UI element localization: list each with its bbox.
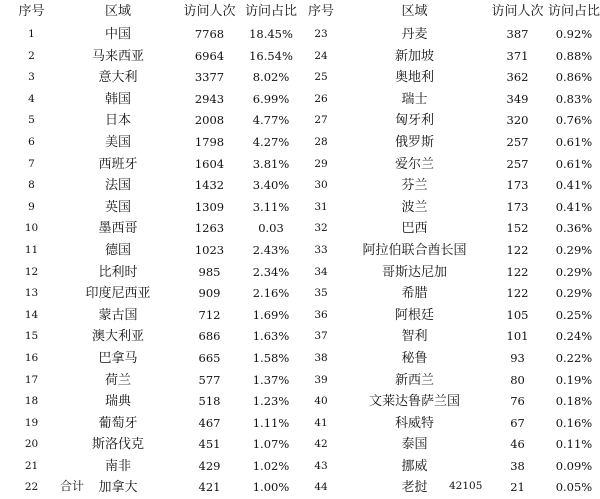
visit-share: 0.41% [555,199,593,214]
visit-share: 1.23% [252,394,290,409]
table-row [4,413,300,435]
visit-share: 8.02% [252,70,290,85]
visit-share: 0.29% [555,264,593,279]
row-number: 20 [24,438,39,451]
table-row [300,110,600,132]
table-row [4,132,300,154]
visit-count: 122 [506,286,529,301]
country-name: 蒙古国 [98,307,138,323]
table-row [4,348,300,370]
row-number: 29 [314,157,328,170]
total-value: 42105 [449,480,483,492]
header-country: 区域 [401,4,428,19]
row-number: 4 [28,92,35,105]
visit-share: 0.03 [258,221,284,236]
row-number: 5 [28,114,35,127]
visit-count: 1604 [194,156,225,171]
country-name: 马来西亚 [91,48,144,64]
country-name: 科威特 [395,415,435,431]
row-number: 39 [314,373,328,386]
visit-count: 122 [506,242,529,257]
visit-share: 3.40% [252,178,290,193]
visit-share: 2.16% [252,286,290,301]
row-number: 41 [314,416,328,429]
country-name: 南非 [104,458,131,474]
visit-count: 2943 [194,91,225,106]
visit-count: 6964 [194,48,225,63]
row-number: 43 [314,459,328,472]
row-number: 30 [314,179,328,192]
visit-count: 46 [510,437,525,452]
visit-count: 429 [198,458,221,473]
visit-share: 3.11% [252,199,290,214]
country-name: 文莱达鲁萨兰国 [369,394,461,410]
row-number: 9 [28,200,35,213]
country-name: 波兰 [401,199,428,215]
visit-share: 1.37% [252,372,290,387]
visit-share: 0.61% [555,156,593,171]
table-row [300,24,600,46]
visit-count: 105 [506,307,529,322]
visit-count: 122 [506,264,529,279]
table-row [300,89,600,111]
table-row [4,391,300,413]
country-name: 俄罗斯 [395,134,435,150]
row-number: 1 [28,28,35,40]
header-visits: 访问人次 [183,4,236,19]
visit-share: 6.99% [252,91,290,106]
table-header-row [300,0,600,24]
visit-share: 0.18% [555,394,593,409]
country-name: 奥地利 [395,70,435,86]
visit-share: 1.00% [252,480,290,495]
visit-count: 985 [198,264,221,279]
country-name: 匈牙利 [395,113,435,129]
row-number: 8 [28,179,35,192]
table-row [4,197,300,219]
table-row [4,305,300,327]
visit-count: 93 [510,350,525,365]
visit-share: 0.61% [555,134,593,149]
visit-count: 152 [506,221,529,236]
table-row [4,283,300,305]
header-country: 区域 [104,4,131,19]
row-number: 31 [314,200,328,213]
row-number: 37 [314,330,328,343]
visit-count: 518 [198,394,221,409]
country-name: 英国 [104,199,131,215]
country-name: 澳大利亚 [91,329,144,345]
visit-share: 2.43% [252,242,290,257]
country-name: 日本 [104,113,131,129]
visit-share: 18.45% [249,27,293,41]
row-number: 36 [314,308,328,321]
header-no: 序号 [308,4,335,19]
visit-count: 320 [506,113,529,128]
table-row [4,110,300,132]
row-number: 28 [314,135,328,148]
visit-count: 577 [198,372,221,387]
table-row [300,46,600,68]
visit-share: 1.63% [252,329,290,344]
country-name: 老挝 [401,480,428,496]
visit-count: 67 [510,415,525,430]
country-name: 意大利 [98,70,138,86]
visit-share: 1.58% [252,350,290,365]
visit-count: 686 [198,329,221,344]
row-number: 18 [24,395,39,408]
visit-count: 101 [506,329,529,344]
row-number: 3 [28,71,35,84]
table-row [4,218,300,240]
country-name: 瑞典 [104,394,131,410]
country-name: 巴西 [401,221,428,237]
table-row [300,262,600,284]
table-row [300,413,600,435]
country-name: 丹麦 [401,27,428,42]
country-name: 德国 [104,242,131,258]
visit-count: 257 [506,134,529,149]
header-visits: 访问人次 [491,4,544,19]
visit-share: 0.86% [555,70,593,85]
total-label: 合计 [60,479,85,493]
visit-share: 1.07% [252,437,290,452]
table-row [4,370,300,392]
country-name: 墨西哥 [98,221,138,237]
visit-count: 21 [510,480,525,495]
visit-count: 2008 [194,113,225,128]
table-row [300,456,600,478]
country-name: 秘鲁 [401,350,428,366]
row-number: 13 [24,287,39,300]
header-share: 访问占比 [547,4,600,19]
country-name: 葡萄牙 [98,415,138,431]
visit-count: 467 [198,415,221,430]
header-no: 序号 [18,4,45,19]
visit-count: 173 [506,199,529,214]
row-number: 14 [24,308,39,321]
table-row [4,24,300,46]
table-row [4,67,300,89]
visit-share: 0.83% [555,91,593,106]
visit-share: 0.88% [555,48,593,63]
country-name: 瑞士 [401,91,428,107]
visit-count: 1309 [194,199,225,214]
visit-count: 371 [506,48,529,63]
visit-count: 1798 [194,134,225,149]
table-row [300,434,600,456]
visit-count: 7768 [194,27,225,41]
visit-share: 1.11% [252,415,290,430]
visits-table-right [300,0,600,499]
table-row [4,240,300,262]
country-name: 比利时 [98,264,138,280]
visit-share: 0.09% [555,458,593,473]
row-number: 15 [24,330,39,343]
table-row [4,89,300,111]
table-row [4,456,300,478]
visit-count: 1263 [194,221,225,236]
visit-share: 16.54% [249,48,293,63]
country-name: 巴拿马 [98,350,138,366]
country-name: 挪威 [401,458,428,474]
row-number: 32 [314,222,328,235]
visit-share: 0.92% [555,27,593,41]
country-name: 新加坡 [395,48,435,64]
table-row [300,132,600,154]
visit-share: 0.22% [555,350,593,365]
country-name: 哥斯达尼加 [382,264,448,280]
visit-count: 451 [198,437,221,452]
row-number: 34 [314,265,328,278]
visit-count: 76 [510,394,525,409]
table-row [4,326,300,348]
country-name: 韩国 [104,91,131,107]
table-row [300,67,600,89]
visit-share: 0.16% [555,415,593,430]
visit-count: 909 [198,286,221,301]
visit-count: 257 [506,156,529,171]
visit-count: 80 [510,372,525,387]
country-name: 美国 [104,134,131,150]
visit-count: 712 [198,307,221,322]
row-number: 10 [24,222,39,235]
row-number: 24 [314,49,328,62]
table-row [300,218,600,240]
visit-share: 1.69% [252,307,290,322]
visit-share: 0.24% [555,329,593,344]
row-number: 23 [314,28,328,40]
visit-share: 0.76% [555,113,593,128]
row-number: 2 [28,49,35,62]
row-number: 6 [28,135,35,148]
country-name: 阿根廷 [395,307,435,323]
visit-count: 665 [198,350,221,365]
row-number: 35 [314,287,328,300]
country-name: 加拿大 [98,480,138,496]
table-row [4,434,300,456]
row-number: 25 [314,71,328,84]
country-name: 印度尼西亚 [85,286,151,302]
visit-count: 362 [506,70,529,85]
country-name: 中国 [104,27,131,42]
row-number: 7 [28,157,35,170]
table-row [300,240,600,262]
visit-share: 1.02% [252,458,290,473]
row-number: 12 [24,265,39,278]
country-name: 泰国 [401,437,428,453]
visit-share: 0.29% [555,242,593,257]
visit-share: 0.25% [555,307,593,322]
visit-count: 173 [506,178,529,193]
visit-count: 3377 [194,70,225,85]
visit-share: 2.34% [252,264,290,279]
table-row [300,391,600,413]
row-number: 40 [314,395,328,408]
row-number: 33 [314,243,328,256]
country-name: 西班牙 [98,156,138,172]
country-name: 斯洛伐克 [91,437,144,453]
table-row [300,348,600,370]
visit-count: 1023 [194,242,225,257]
visit-count: 1432 [194,178,225,193]
visit-share: 3.81% [252,156,290,171]
table-row [4,46,300,68]
country-name: 芬兰 [401,178,428,194]
row-number: 16 [24,351,39,364]
visit-count: 349 [506,91,529,106]
row-number: 22 [24,481,39,494]
country-name: 阿拉伯联合酋长国 [362,242,467,258]
country-name: 法国 [104,178,131,194]
visit-count: 38 [510,458,525,473]
country-name: 希腊 [401,286,428,302]
table-row [4,477,300,499]
country-name: 新西兰 [395,372,435,388]
visit-share: 4.27% [252,134,290,149]
table-row [4,154,300,176]
country-name: 荷兰 [104,372,131,388]
row-number: 19 [24,416,39,429]
country-name: 爱尔兰 [395,156,435,172]
table-row [300,326,600,348]
row-number: 44 [314,481,328,494]
visit-share: 0.41% [555,178,593,193]
visit-share: 0.19% [555,372,593,387]
row-number: 38 [314,351,328,364]
table-row [4,175,300,197]
visit-share: 0.11% [555,437,593,452]
visits-table-left [4,0,300,499]
table-row [300,154,600,176]
row-number: 17 [24,373,39,386]
row-number: 11 [24,243,39,256]
row-number: 27 [314,114,328,127]
header-share: 访问占比 [244,4,297,19]
row-number: 26 [314,92,328,105]
table-row [300,283,600,305]
visit-share: 4.77% [252,113,290,128]
table-row [4,262,300,284]
table-row [300,175,600,197]
visit-share: 0.05% [555,480,593,495]
table-row [300,305,600,327]
table-row [300,370,600,392]
visit-share: 0.36% [555,221,593,236]
visit-share: 0.29% [555,286,593,301]
table-row [300,197,600,219]
country-name: 智利 [401,329,428,345]
row-number: 21 [24,459,39,472]
visit-count: 387 [506,27,529,41]
table-header-row [4,0,300,24]
row-number: 42 [314,438,328,451]
visit-count: 421 [198,480,221,495]
